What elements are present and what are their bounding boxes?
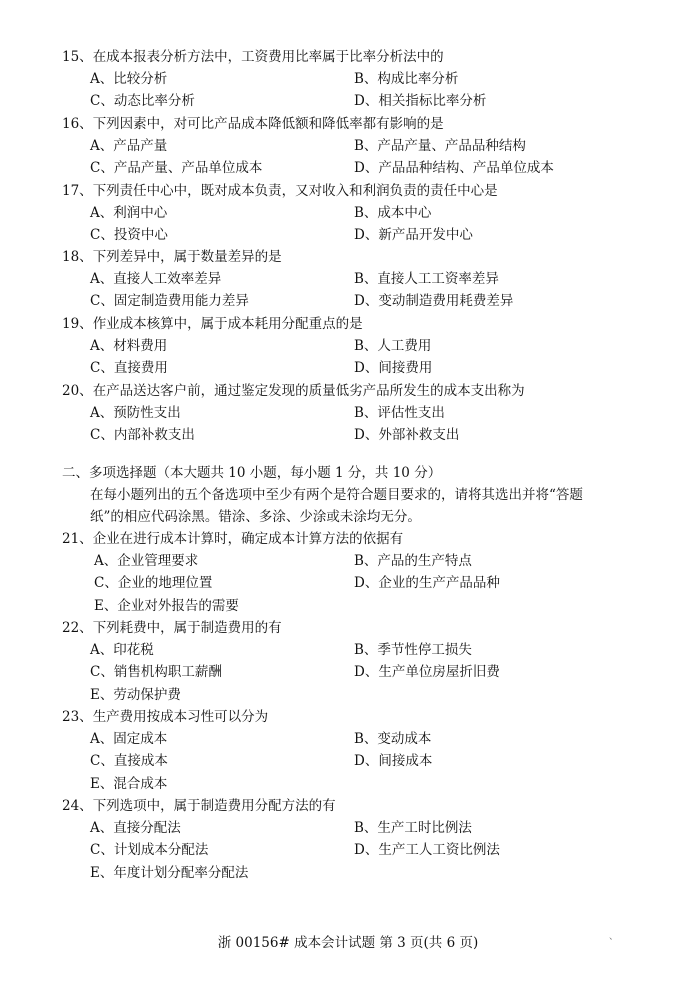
option-c: C、内部补救支出 (90, 427, 195, 444)
option-c: C、动态比率分析 (90, 93, 195, 110)
question-stem: 17、下列责任中心中，既对成本负责，又对收入和利润负责的责任中心是 (62, 183, 498, 199)
option-b: B、评估性支出 (354, 405, 445, 421)
option-a: A、产品产量 (90, 138, 168, 154)
question-stem: 24、下列选项中，属于制造费用分配方法的有 (62, 798, 336, 814)
option-b: B、直接人工工资率差异 (354, 271, 499, 287)
question-stem: 23、生产费用按成本习性可以分为 (62, 709, 269, 725)
option-c: C、直接成本 (90, 753, 168, 770)
question-stem: 19、作业成本核算中，属于成本耗用分配重点的是 (62, 316, 363, 332)
page-footer: 浙 00156# 成本会计试题 第 3 页(共 6 页) (217, 935, 479, 951)
question-18 (62, 246, 672, 313)
option-a: A、比较分析 (90, 71, 168, 87)
option-a: A、直接人工效率差异 (90, 271, 222, 287)
option-b: B、产品的生产特点 (354, 553, 472, 569)
option-d: D、间接成本 (354, 753, 433, 770)
option-b: B、成本中心 (354, 205, 432, 221)
question-15 (62, 46, 672, 113)
option-a: A、利润中心 (90, 205, 168, 221)
section-multiple-choice (62, 462, 662, 528)
option-a: A、企业管理要求 (94, 553, 199, 569)
option-d: D、生产单位房屋折旧费 (354, 664, 500, 681)
option-c: C、产品产量、产品单位成本 (90, 160, 263, 177)
option-d: D、企业的生产产品品种 (354, 575, 500, 592)
question-19 (62, 313, 672, 380)
option-c: C、投资中心 (90, 227, 168, 244)
option-b: B、季节性停工损失 (354, 642, 472, 658)
option-a: A、印花税 (90, 642, 154, 658)
option-a: A、直接分配法 (90, 820, 181, 836)
option-d: D、变动制造费用耗费差异 (354, 293, 514, 310)
question-24 (62, 795, 672, 884)
question-20 (62, 380, 672, 447)
option-c: C、直接费用 (90, 360, 168, 377)
option-d: D、相关指标比率分析 (354, 93, 487, 110)
option-c: C、企业的地理位置 (94, 575, 213, 592)
option-e: E、企业对外报告的需要 (94, 597, 239, 614)
option-d: D、外部补救支出 (354, 427, 460, 444)
option-b: B、变动成本 (354, 731, 432, 747)
option-d: D、新产品开发中心 (354, 227, 473, 244)
question-22 (62, 617, 672, 706)
option-e: E、年度计划分配率分配法 (90, 864, 249, 881)
question-17 (62, 180, 672, 247)
section-heading: 二、多项选择题（本大题共 10 小题，每小题 1 分，共 10 分） (62, 465, 442, 481)
option-c: C、销售机构职工薪酬 (90, 664, 222, 681)
section-instruction: 纸”的相应代码涂黑。错涂、多涂、少涂或未涂均无分。 (90, 509, 421, 525)
question-16 (62, 113, 672, 180)
question-stem: 22、下列耗费中，属于制造费用的有 (62, 620, 282, 636)
question-stem: 16、下列因素中，对可比产品成本降低额和降低率都有影响的是 (62, 116, 444, 132)
option-c: C、固定制造费用能力差异 (90, 293, 249, 310)
option-d: D、生产工人工资比例法 (354, 842, 500, 859)
question-stem: 15、在成本报表分析方法中，工资费用比率属于比率分析法中的 (62, 49, 444, 65)
option-b: B、产品产量、产品品种结构 (354, 138, 526, 154)
option-b: B、人工费用 (354, 338, 432, 354)
corner-mark: 、 (608, 932, 618, 942)
option-b: B、构成比率分析 (354, 71, 459, 87)
option-a: A、预防性支出 (90, 405, 181, 421)
option-d: D、间接费用 (354, 360, 433, 377)
option-a: A、材料费用 (90, 338, 168, 354)
question-stem: 20、在产品送达客户前，通过鉴定发现的质量低劣产品所发生的成本支出称为 (62, 383, 525, 399)
question-stem: 18、下列差异中，属于数量差异的是 (62, 249, 282, 265)
question-21 (62, 528, 672, 617)
option-e: E、劳动保护费 (90, 686, 181, 703)
option-b: B、生产工时比例法 (354, 820, 472, 836)
option-d: D、产品品种结构、产品单位成本 (354, 160, 554, 177)
option-a: A、固定成本 (90, 731, 168, 747)
question-23 (62, 706, 672, 795)
option-c: C、计划成本分配法 (90, 842, 209, 859)
question-stem: 21、企业在进行成本计算时，确定成本计算方法的依据有 (62, 531, 404, 547)
option-e: E、混合成本 (90, 775, 168, 792)
section-instruction: 在每小题列出的五个备选项中至少有两个是符合题目要求的，请将其选出并将“答题 (90, 487, 583, 503)
